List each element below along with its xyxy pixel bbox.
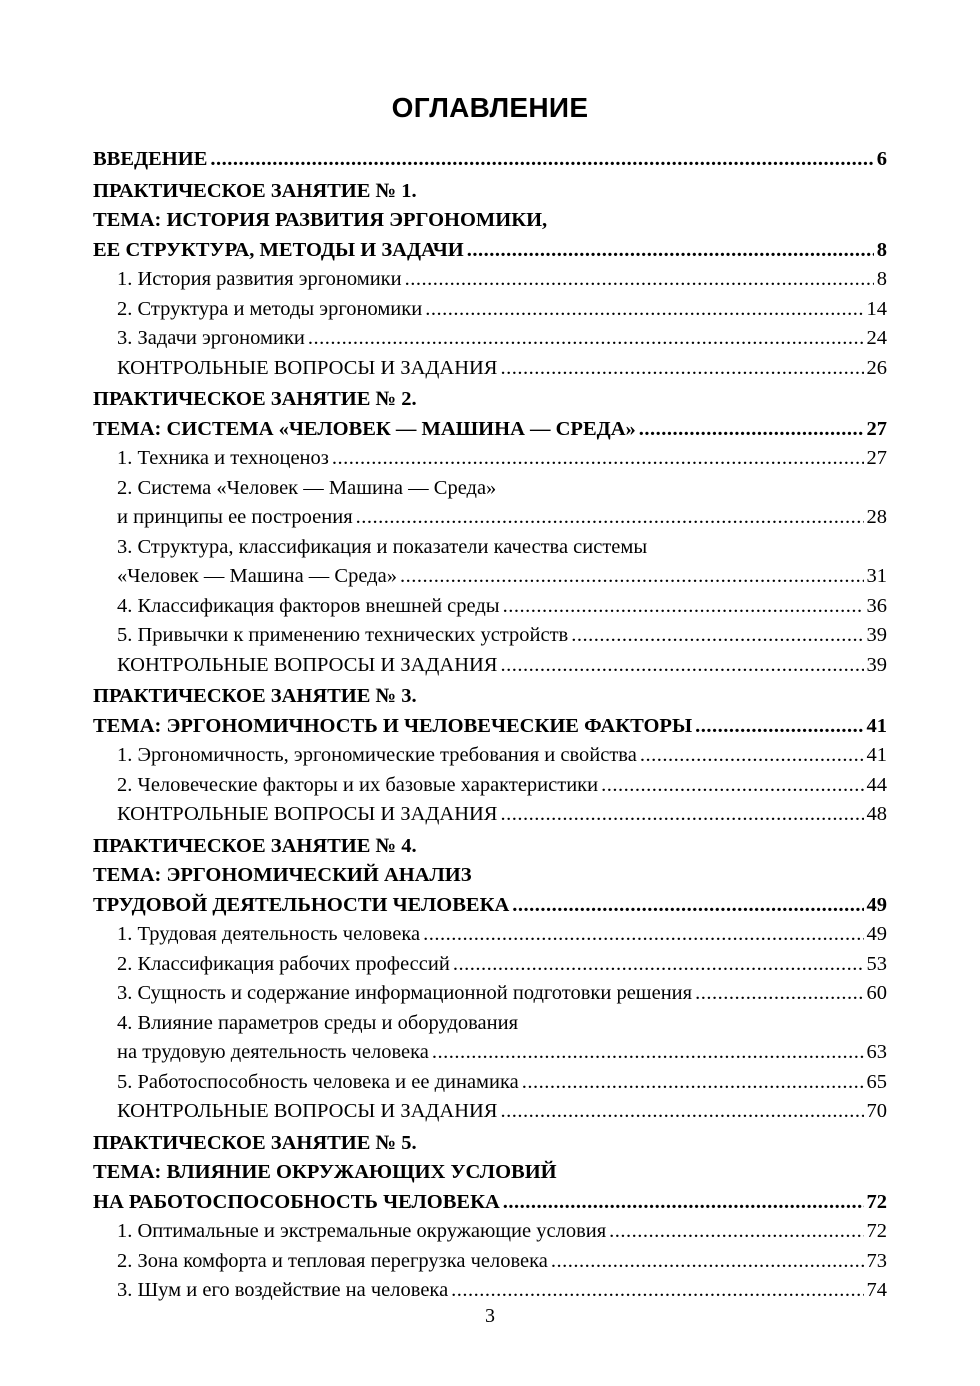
toc-entry-label: ТРУДОВОЙ ДЕЯТЕЛЬНОСТИ ЧЕЛОВЕКА: [93, 893, 510, 916]
toc-entry-control-questions[interactable]: [93, 800, 887, 830]
toc-page-number: 48: [866, 803, 887, 825]
toc-entry[interactable]: [93, 950, 887, 980]
toc-entry-label: 3. Шум и его воздействие на человека: [117, 1279, 449, 1301]
toc-entry-control-questions[interactable]: [93, 1097, 887, 1127]
toc-entry-label: 3. Сущность и содержание информационной подготовки решения: [117, 982, 693, 1004]
toc-entry-first-line: 2. Система «Человек — Машина — Среда»: [117, 476, 497, 499]
toc-page-number: 24: [866, 327, 887, 349]
toc-entry-label: ВВЕДЕНИЕ: [93, 148, 208, 170]
toc-entry-label: 3. Задачи эргономики: [117, 327, 305, 349]
section-4-theme-entry[interactable]: [93, 891, 887, 921]
toc-entry-control-questions[interactable]: [93, 354, 887, 384]
toc-entry[interactable]: [93, 1038, 887, 1068]
toc-entry-label: 2. Классификация рабочих профессий: [117, 952, 450, 975]
toc-entry-label: 1. Оптимальные и экстремальные окружающие условия: [117, 1220, 607, 1242]
toc-entry[interactable]: [93, 562, 887, 592]
toc-page-number: 72: [866, 1190, 887, 1213]
toc-page-number: 72: [866, 1220, 887, 1242]
toc-entry[interactable]: [93, 1068, 887, 1098]
toc-page-number: 53: [866, 952, 887, 975]
section-3-heading: ПРАКТИЧЕСКОЕ ЗАНЯТИЕ № 3.: [93, 685, 417, 707]
toc-entry-label: 1. История развития эргономики: [117, 268, 402, 290]
toc-entry-label: 4. Классификация факторов внешней среды: [117, 594, 500, 617]
toc-page-number: 31: [866, 565, 887, 587]
toc-entry-label: НА РАБОТОСПОСОБНОСТЬ ЧЕЛОВЕКА: [93, 1190, 500, 1213]
section-3-theme-entry[interactable]: [93, 712, 887, 742]
toc-entry-label: 5. Привычки к применению технических устройств: [117, 624, 569, 646]
page-title: ОГЛАВЛЕНИЕ: [391, 92, 589, 123]
toc-entry-label: 1. Эргономичность, эргономические требования и свойства: [117, 744, 637, 766]
toc-entry-first-line: 3. Структура, классификация и показатели качества системы: [117, 535, 648, 558]
toc-entry[interactable]: [93, 1247, 887, 1277]
section-5-theme-entry[interactable]: [93, 1188, 887, 1218]
toc-page-number: 63: [866, 1041, 887, 1063]
toc-page-number: 73: [866, 1249, 887, 1272]
toc-entry[interactable]: [93, 979, 887, 1009]
toc-entry-control-questions[interactable]: [93, 651, 887, 681]
toc-page-number: 44: [866, 773, 887, 796]
toc-entry-label: КОНТРОЛЬНЫЕ ВОПРОСЫ И ЗАДАНИЯ: [117, 1100, 498, 1122]
toc-page-number: 14: [866, 297, 887, 320]
toc-entry-label: КОНТРОЛЬНЫЕ ВОПРОСЫ И ЗАДАНИЯ: [117, 653, 498, 676]
toc-entry-label: 1. Техника и техноценоз: [117, 447, 329, 469]
toc-page-number: 49: [866, 923, 887, 945]
toc-entry[interactable]: [93, 295, 887, 325]
toc-entry-first-line: 4. Влияние параметров среды и оборудования: [117, 1011, 519, 1034]
toc-page-number: 41: [866, 744, 887, 766]
table-of-contents: [93, 145, 887, 1306]
toc-page-number: 39: [866, 624, 887, 646]
toc-page-number: 28: [866, 506, 887, 528]
toc-entry[interactable]: [93, 771, 887, 801]
page-number: 3: [485, 1305, 495, 1327]
section-1-theme-entry[interactable]: [93, 236, 887, 266]
toc-page-number: 74: [866, 1279, 887, 1301]
toc-entry-label: 5. Работоспособность человека и ее динамика: [117, 1070, 519, 1093]
toc-page-number: 60: [866, 982, 887, 1004]
toc-entry-label: 2. Структура и методы эргономики: [117, 297, 423, 320]
toc-page-number: 8: [876, 268, 887, 290]
toc-entry[interactable]: [93, 444, 887, 474]
toc-entry-label: КОНТРОЛЬНЫЕ ВОПРОСЫ И ЗАДАНИЯ: [117, 356, 498, 379]
section-1-theme-line: ТЕМА: ИСТОРИЯ РАЗВИТИЯ ЭРГОНОМИКИ,: [93, 209, 548, 231]
section-4-heading: ПРАКТИЧЕСКОЕ ЗАНЯТИЕ № 4.: [93, 834, 417, 857]
toc-entry[interactable]: [93, 1276, 887, 1306]
toc-entry[interactable]: [93, 324, 887, 354]
toc-entry[interactable]: [93, 503, 887, 533]
toc-entry-label: 1. Трудовая деятельность человека: [117, 923, 421, 945]
toc-entry-intro[interactable]: [93, 145, 887, 175]
toc-page-number: 36: [866, 594, 887, 617]
toc-page-number: 49: [866, 893, 887, 916]
toc-entry[interactable]: [93, 741, 887, 771]
toc-page-number: 39: [866, 653, 887, 676]
section-1-heading: ПРАКТИЧЕСКОЕ ЗАНЯТИЕ № 1.: [93, 179, 417, 202]
toc-page-number: 26: [866, 356, 887, 379]
toc-page-number: 27: [866, 417, 887, 440]
toc-page-number: 70: [866, 1100, 887, 1122]
section-5-heading: ПРАКТИЧЕСКОЕ ЗАНЯТИЕ № 5.: [93, 1131, 417, 1154]
toc-page-number: 65: [866, 1070, 887, 1093]
toc-entry-label: ЕЕ СТРУКТУРА, МЕТОДЫ И ЗАДАЧИ: [93, 238, 464, 261]
toc-entry[interactable]: [93, 621, 887, 651]
toc-page-number: 27: [866, 447, 887, 469]
toc-entry-label: ТЕМА: ЭРГОНОМИЧНОСТЬ И ЧЕЛОВЕЧЕСКИЕ ФАКТОРЫ: [93, 714, 693, 737]
toc-page-number: 41: [866, 714, 887, 737]
section-2-theme-entry[interactable]: [93, 415, 887, 445]
toc-entry-label: ТЕМА: СИСТЕМА «ЧЕЛОВЕК — МАШИНА — СРЕДА»: [93, 417, 636, 440]
section-4-theme-line: ТЕМА: ЭРГОНОМИЧЕСКИЙ АНАЛИЗ: [93, 864, 472, 886]
toc-entry-label: и принципы ее построения: [117, 506, 353, 528]
toc-entry-label: «Человек — Машина — Среда»: [117, 565, 397, 587]
toc-entry-label: 2. Человеческие факторы и их базовые характеристики: [117, 773, 599, 796]
toc-entry[interactable]: [93, 1217, 887, 1247]
section-5-theme-line: ТЕМА: ВЛИЯНИЕ ОКРУЖАЮЩИХ УСЛОВИЙ: [93, 1161, 557, 1183]
toc-page-number: 6: [876, 148, 887, 170]
toc-entry[interactable]: [93, 265, 887, 295]
toc-page-number: 8: [876, 238, 887, 261]
toc-entry-label: на трудовую деятельность человека: [117, 1041, 429, 1063]
toc-entry[interactable]: [93, 920, 887, 950]
toc-entry[interactable]: [93, 592, 887, 622]
toc-entry-label: 2. Зона комфорта и тепловая перегрузка человека: [117, 1249, 548, 1272]
toc-entry-label: КОНТРОЛЬНЫЕ ВОПРОСЫ И ЗАДАНИЯ: [117, 803, 498, 825]
section-2-heading: ПРАКТИЧЕСКОЕ ЗАНЯТИЕ № 2.: [93, 388, 417, 410]
